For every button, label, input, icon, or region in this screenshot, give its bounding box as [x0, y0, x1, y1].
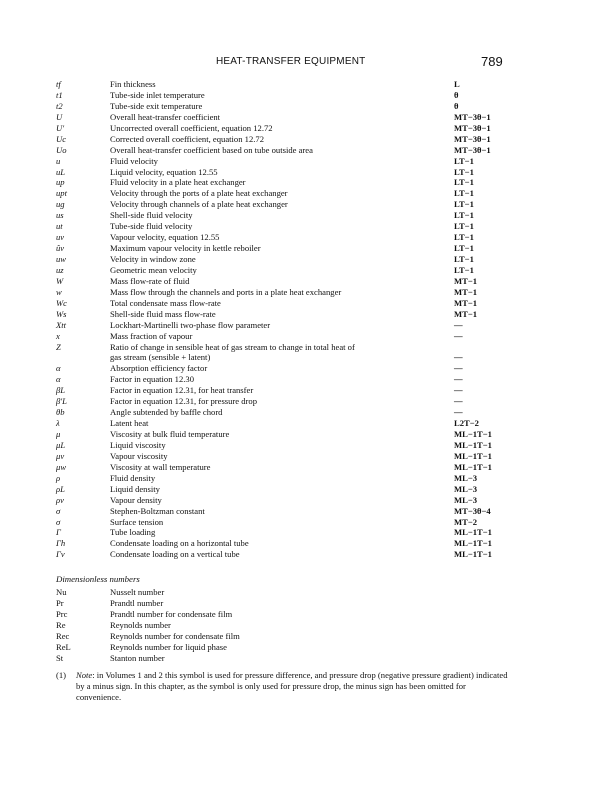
- footnote-label: Note: [76, 670, 93, 680]
- description-cell: [110, 320, 450, 331]
- description-line: Tube-side inlet temperature: [110, 89, 205, 100]
- symbol-cell: w: [56, 286, 62, 297]
- symbol-cell: μw: [56, 461, 67, 472]
- symbol-cell: σ: [56, 516, 61, 527]
- list-item: [56, 620, 516, 631]
- description-cell: [110, 527, 450, 538]
- table-row: [56, 265, 516, 276]
- symbol-cell: α: [56, 363, 61, 374]
- description-line: Fluid density: [110, 472, 156, 483]
- table-row: [56, 145, 516, 156]
- dimensions-cell: ML−3: [454, 494, 478, 505]
- description-cell: [110, 517, 450, 528]
- symbol-cell: Uo: [56, 144, 67, 155]
- table-row: [56, 210, 516, 221]
- table-row: [56, 243, 516, 254]
- dimensions-cell: LT−1: [454, 210, 474, 221]
- table-row: [56, 527, 516, 538]
- dimensions-cell: LT−1: [454, 264, 474, 275]
- table-row: [56, 221, 516, 232]
- dimensions-cell: ML−1T−1: [454, 450, 492, 461]
- description-line: Tube-side exit temperature: [110, 100, 203, 111]
- table-row: [56, 254, 516, 265]
- description-line: Fin thickness: [110, 79, 156, 89]
- description-cell: [110, 276, 450, 287]
- dimensionless-symbol: Rec: [56, 630, 70, 641]
- description-cell: [110, 309, 450, 320]
- symbol-cell: Xtt: [56, 319, 67, 330]
- dimensions-cell: ML−3: [454, 483, 478, 494]
- dimensions-cell: ML−1T−1: [454, 429, 492, 440]
- description-line: Mass flow-rate of fluid: [110, 275, 190, 286]
- table-row: [56, 112, 516, 123]
- description-cell: [110, 298, 450, 309]
- description-line: Velocity in window zone: [110, 254, 196, 264]
- table-row: [56, 385, 516, 396]
- table-row: [56, 90, 516, 101]
- description-cell: [110, 210, 450, 221]
- description-line: Lockhart-Martinelli two-phase flow parameter: [110, 319, 271, 330]
- description-cell: [110, 123, 450, 134]
- description-cell: [110, 265, 450, 276]
- description-cell: [110, 473, 450, 484]
- description-cell: [110, 538, 450, 549]
- description-cell: [110, 462, 450, 473]
- description-line: Condensate loading on a vertical tube: [110, 549, 240, 560]
- description-cell: [110, 134, 450, 145]
- symbol-cell: Z: [56, 341, 61, 352]
- dimensions-cell: LT−1: [454, 221, 474, 232]
- dimensionless-description: Reynolds number for condensate film: [110, 630, 240, 641]
- description-cell: [110, 177, 450, 188]
- description-line: Tube loading: [110, 527, 156, 538]
- nomenclature-table: [56, 79, 516, 560]
- description-line: Factor in equation 12.31, for heat transfer: [110, 385, 254, 396]
- symbol-cell: α: [56, 374, 61, 385]
- dimensionless-description: Nusselt number: [110, 587, 165, 597]
- table-row: [56, 298, 516, 309]
- description-line: Shell-side fluid velocity: [110, 210, 193, 221]
- dimensions-cell: MT−3θ−1: [454, 144, 491, 155]
- dimensions-cell: LT−1: [454, 199, 474, 210]
- table-row: [56, 342, 516, 364]
- table-row: [56, 451, 516, 462]
- symbol-cell: Γh: [56, 538, 66, 549]
- description-cell: [110, 156, 450, 167]
- dimensionless-description: Prandtl number: [110, 597, 164, 608]
- table-row: [56, 199, 516, 210]
- description-cell: [110, 287, 450, 298]
- description-cell: [110, 254, 450, 265]
- dimensions-cell: —: [454, 396, 463, 407]
- dimensions-cell: LT−1: [454, 177, 474, 188]
- list-item: [56, 642, 516, 653]
- table-row: [56, 276, 516, 287]
- description-cell: [110, 101, 450, 112]
- table-row: [56, 440, 516, 451]
- table-row: [56, 549, 516, 560]
- table-row: [56, 473, 516, 484]
- description-cell: [110, 331, 450, 342]
- dimensions-cell: MT−3θ−1: [454, 122, 491, 133]
- description-line: Liquid velocity, equation 12.55: [110, 166, 218, 177]
- description-line: Shell-side fluid mass flow-rate: [110, 308, 216, 319]
- description-line: Factor in equation 12.31, for pressure drop: [110, 396, 258, 407]
- dimensions-cell: MT−1: [454, 297, 478, 308]
- table-row: [56, 156, 516, 167]
- symbol-cell: Γ: [56, 527, 61, 538]
- footnote-text: [76, 670, 512, 703]
- description-cell: [110, 188, 450, 199]
- dimensions-cell: ML−1T−1: [454, 538, 492, 549]
- description-line: Velocity through channels of a plate heat exchanger: [110, 199, 288, 210]
- symbol-cell: θb: [56, 407, 65, 418]
- description-line: Absorption efficiency factor: [110, 363, 208, 374]
- dimensions-cell: θ: [454, 100, 459, 111]
- symbol-cell: t1: [56, 89, 63, 100]
- description-cell: [110, 374, 450, 385]
- table-row: [56, 396, 516, 407]
- description-line-2: gas stream (sensible + latent): [110, 352, 211, 363]
- description-line: Liquid density: [110, 483, 160, 494]
- description-cell: [110, 407, 450, 418]
- table-row: [56, 79, 516, 90]
- symbol-cell: Uc: [56, 133, 67, 144]
- dimensionless-symbol: St: [56, 652, 64, 663]
- description-line: Viscosity at wall temperature: [110, 461, 211, 472]
- symbol-cell: uv: [56, 232, 65, 243]
- dimensions-cell: —: [454, 385, 463, 396]
- list-item: [56, 587, 516, 598]
- dimensions-cell: LT−1: [454, 232, 474, 243]
- description-cell: [110, 232, 450, 243]
- description-line: Liquid viscosity: [110, 439, 166, 450]
- dimensions-cell: —: [454, 363, 463, 374]
- footnote-body: : in Volumes 1 and 2 this symbol is used for pressure difference, and pressure drop (negative pressure gradient) indicated by a minus sign. In this chapter, as the symbol is only used for pressure drop, the minus sign has been omitted for convenience.: [76, 670, 508, 702]
- description-line: Fluid velocity in a plate heat exchanger: [110, 177, 246, 188]
- description-line: Corrected overall coefficient, equation 12.72: [110, 133, 264, 144]
- description-line: Velocity through the ports of a plate heat exchanger: [110, 188, 288, 199]
- description-cell: [110, 342, 450, 364]
- table-row: [56, 309, 516, 320]
- dimensions-cell: ML−1T−1: [454, 439, 492, 450]
- table-row: [56, 363, 516, 374]
- dimensionless-description: Reynolds number for liquid phase: [110, 641, 227, 652]
- dimensions-cell: L: [454, 79, 460, 89]
- symbol-cell: Ws: [56, 308, 67, 319]
- description-line: Uncorrected overall coefficient, equation 12.72: [110, 122, 273, 133]
- list-item: [56, 598, 516, 609]
- symbol-cell: μv: [56, 450, 65, 461]
- description-line: Condensate loading on a horizontal tube: [110, 538, 249, 549]
- dimensions-cell: MT−3θ−4: [454, 505, 491, 516]
- dimensionless-description: Stanton number: [110, 652, 165, 663]
- description-cell: [110, 549, 450, 560]
- description-cell: [110, 495, 450, 506]
- dimensions-cell: ML−1T−1: [454, 461, 492, 472]
- table-row: [56, 484, 516, 495]
- description-cell: [110, 506, 450, 517]
- symbol-cell: up: [56, 177, 65, 188]
- description-line: Vapour density: [110, 494, 162, 505]
- description-cell: [110, 418, 450, 429]
- table-row: [56, 429, 516, 440]
- symbol-cell: ρ: [56, 472, 61, 483]
- dimensions-cell: θ: [454, 89, 459, 100]
- table-row: [56, 538, 516, 549]
- description-line: Fluid velocity: [110, 155, 158, 166]
- dimensionless-description: Reynolds number: [110, 619, 171, 630]
- description-line: Surface tension: [110, 516, 164, 527]
- description-cell: [110, 167, 450, 178]
- symbol-cell: β′L: [56, 396, 67, 407]
- symbol-cell: U′: [56, 122, 65, 133]
- symbol-cell: ug: [56, 199, 65, 210]
- symbol-cell: U: [56, 111, 63, 122]
- description-cell: [110, 221, 450, 232]
- description-cell: [110, 90, 450, 101]
- symbol-cell: ut: [56, 221, 63, 232]
- description-cell: [110, 363, 450, 374]
- symbol-cell: ûv: [56, 243, 65, 254]
- table-row: [56, 495, 516, 506]
- dimensions-cell: MT−2: [454, 516, 478, 527]
- footnote-number: (1): [56, 670, 67, 680]
- symbol-cell: t2: [56, 100, 63, 111]
- description-cell: [110, 396, 450, 407]
- dimensions-cell: MT−1: [454, 308, 478, 319]
- dimensions-cell: LT−1: [454, 243, 474, 254]
- description-cell: [110, 440, 450, 451]
- dimensionless-symbol: Nu: [56, 587, 67, 597]
- table-row: [56, 177, 516, 188]
- description-line: Angle subtended by baffle chord: [110, 407, 223, 418]
- list-item: [56, 631, 516, 642]
- symbol-cell: βL: [56, 385, 66, 396]
- table-row: [56, 101, 516, 112]
- symbol-cell: λ: [56, 418, 60, 429]
- table-row: [56, 287, 516, 298]
- description-line: Vapour velocity, equation 12.55: [110, 232, 220, 243]
- description-line: Geometric mean velocity: [110, 264, 197, 275]
- dimensions-cell: MT−3θ−1: [454, 133, 491, 144]
- symbol-cell: μL: [56, 439, 66, 450]
- symbol-cell: uw: [56, 254, 67, 264]
- description-line: Mass fraction of vapour: [110, 330, 193, 341]
- dimensionless-symbol: Pr: [56, 597, 64, 608]
- description-line: Vapour viscosity: [110, 450, 168, 461]
- dimensions-cell: ML−3: [454, 472, 478, 483]
- dimensions-cell: L2T−2: [454, 418, 479, 429]
- symbol-cell: upt: [56, 188, 67, 199]
- symbol-cell: Wc: [56, 297, 67, 308]
- symbol-cell: μ: [56, 429, 61, 440]
- description-cell: [110, 145, 450, 156]
- symbol-cell: W: [56, 275, 64, 286]
- table-row: [56, 462, 516, 473]
- dimensions-cell: MT−3θ−1: [454, 111, 491, 122]
- dimensions-cell: LT−1: [454, 166, 474, 177]
- table-row: [56, 407, 516, 418]
- dimensions-cell: ML−1T−1: [454, 527, 492, 538]
- symbol-cell: Γv: [56, 549, 65, 560]
- symbol-cell: x: [56, 330, 60, 341]
- dimensions-cell: —: [454, 330, 463, 341]
- dimensionless-table: [56, 587, 516, 664]
- dimensions-cell: —: [454, 319, 463, 330]
- dimensionless-symbol: ReL: [56, 641, 71, 652]
- dimensions-cell: —: [454, 407, 463, 418]
- description-line: Factor in equation 12.30: [110, 374, 195, 385]
- running-title: HEAT-TRANSFER EQUIPMENT: [216, 56, 366, 67]
- dimensionless-description: Prandtl number for condensate film: [110, 608, 233, 619]
- page-number: 789: [481, 54, 503, 69]
- description-line: Stephen-Boltzman constant: [110, 505, 205, 516]
- dimensions-cell: —: [454, 374, 463, 385]
- dimensions-cell: MT−1: [454, 275, 478, 286]
- description-cell: [110, 199, 450, 210]
- dimensionless-symbol: Prc: [56, 608, 68, 619]
- description-line: Ratio of change in sensible heat of gas stream to change in total heat of: [110, 341, 355, 352]
- dimensions-cell: LT−1: [454, 254, 474, 264]
- description-line: Total condensate mass flow-rate: [110, 297, 221, 308]
- table-row: [56, 134, 516, 145]
- list-item: [56, 653, 516, 664]
- dimensions-cell: —: [454, 352, 463, 363]
- footnote: [56, 670, 512, 703]
- description-cell: [110, 243, 450, 254]
- description-line: Mass flow through the channels and ports in a plate heat exchanger: [110, 286, 342, 297]
- table-row: [56, 232, 516, 243]
- description-cell: [110, 385, 450, 396]
- symbol-cell: ρv: [56, 494, 64, 505]
- description-cell: [110, 429, 450, 440]
- table-row: [56, 188, 516, 199]
- section-heading-dimensionless: Dimensionless numbers: [56, 574, 140, 584]
- running-header: [0, 56, 612, 70]
- description-cell: [110, 484, 450, 495]
- description-line: Tube-side fluid velocity: [110, 221, 193, 232]
- description-line: Latent heat: [110, 418, 149, 429]
- table-row: [56, 331, 516, 342]
- dimensions-cell: LT−1: [454, 188, 474, 199]
- table-row: [56, 320, 516, 331]
- table-row: [56, 123, 516, 134]
- symbol-cell: u: [56, 155, 61, 166]
- list-item: [56, 609, 516, 620]
- dimensions-cell: MT−1: [454, 286, 478, 297]
- symbol-cell: uz: [56, 264, 64, 275]
- symbol-cell: ρL: [56, 483, 65, 494]
- description-cell: [110, 112, 450, 123]
- description-line: Maximum vapour velocity in kettle reboiler: [110, 243, 261, 254]
- table-row: [56, 418, 516, 429]
- table-row: [56, 167, 516, 178]
- symbol-cell: us: [56, 210, 64, 221]
- description-cell: [110, 79, 450, 90]
- description-line: Overall heat-transfer coefficient based on tube outside area: [110, 144, 313, 155]
- dimensions-cell: LT−1: [454, 155, 474, 166]
- dimensionless-symbol: Re: [56, 619, 66, 630]
- table-row: [56, 506, 516, 517]
- description-cell: [110, 451, 450, 462]
- description-line: Overall heat-transfer coefficient: [110, 111, 221, 122]
- table-row: [56, 517, 516, 528]
- description-line: Viscosity at bulk fluid temperature: [110, 429, 230, 440]
- symbol-cell: tf: [56, 79, 61, 89]
- symbol-cell: σ: [56, 505, 61, 516]
- table-row: [56, 374, 516, 385]
- symbol-cell: uL: [56, 166, 66, 177]
- dimensions-cell: ML−1T−1: [454, 549, 492, 560]
